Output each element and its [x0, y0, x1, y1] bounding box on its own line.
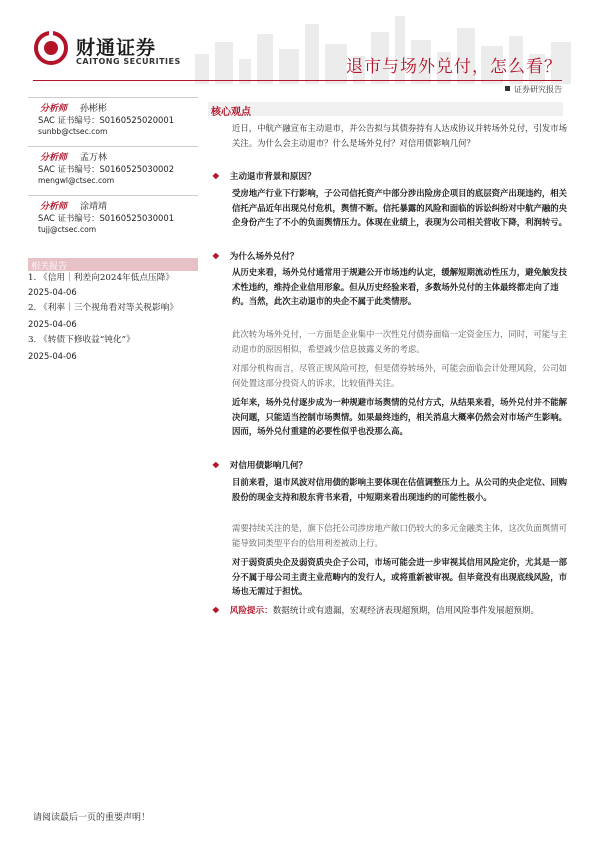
analyst-role: 分析师 [40, 104, 68, 114]
analyst-email[interactable]: tujj@ctsec.com [38, 225, 97, 234]
analyst-card [28, 97, 198, 146]
body-paragraph: 对部分机构而言，尽管正规风险可控，但是债券转场外，可能会面临会计处理风险，公司如何处置这部分投资人的诉求，比较值得关注。 [232, 363, 567, 388]
diamond-bullet-icon: ❖ [212, 252, 220, 262]
core-view-heading [208, 102, 563, 116]
related-report-date: 2025-04-06 [28, 351, 77, 361]
report-title: 退市与场外兑付，怎么看？ [346, 57, 562, 77]
section-question [212, 459, 307, 471]
related-reports-heading [28, 258, 198, 271]
diamond-bullet-icon: ❖ [212, 606, 220, 616]
caitong-logo-icon [34, 31, 68, 65]
report-type-label [505, 84, 562, 95]
body-paragraph: 近年来，场外兑付逐步成为一种规避市场舆情的兑付方式，从结果来看，场外兑付并不能解决问题，只能适当控制市场舆情。如果最终违约，相关消息大概率仍然会对市场产生影响。因而，场外兑付重建的必要性似乎也没那么高。 [232, 397, 567, 437]
analyst-sac: SAC 证书编号：S0160525030002 [38, 164, 175, 174]
section-question-text: 为什么场外兑付？ [229, 252, 299, 262]
report-type-text: 证券研究报告 [514, 85, 562, 94]
diamond-bullet-icon: ❖ [212, 461, 220, 471]
analyst-sac: SAC 证书编号：S0160525030001 [38, 213, 175, 223]
section-question [212, 250, 298, 262]
related-report-link[interactable]: 2. 《利率｜三个视角看对等关税影响》 [28, 303, 179, 313]
square-bullet-icon [505, 86, 510, 91]
section-question-text: 对信用债影响几何？ [229, 461, 308, 471]
core-view-heading-text: 核心观点 [211, 107, 251, 118]
section-question-text: 主动退市背景和原因？ [229, 172, 316, 182]
risk-warning-label: 风险提示： [229, 606, 273, 616]
analyst-card [28, 195, 198, 244]
risk-warning-text: 数据统计或有遗漏，宏观经济表现超预期，信用风险事件发展超预期。 [272, 606, 540, 616]
related-report-link[interactable]: 3. 《转债下修收益“钝化”》 [28, 335, 135, 345]
footer-disclaimer: 请阅读最后一页的重要声明！ [33, 813, 151, 823]
analyst-name: 孟万林 [80, 153, 108, 163]
intro-paragraph: 近日，中航产融宣布主动退市，并公告拟与其债券持有人达成协议并转场外兑付，引发市场关注。为什么会主动退市？什么是场外兑付？对信用债影响几何？ [232, 123, 567, 148]
body-paragraph: 对于弱资质央企及弱资质央企子公司，市场可能会进一步审视其信用风险定价，尤其是一部分不属于母公司主责主业范畴内的发行人，或将重新被审视。但毕竟没有出现底线风险，市场也无需过于担忧。 [232, 557, 567, 597]
body-paragraph: 受房地产行业下行影响，子公司信托资产中部分涉出险房企项目的底层资产出现违约，相关信托产品近年出现兑付危机，舆情不断。信托暴露的风险和面临的诉讼纠纷对中航产融的央企身份产生了不小的负面舆情压力。体现在业绩上，表现为公司相关营收下降，利润转亏。 [232, 188, 567, 228]
analyst-sac: SAC 证书编号：S0160525020001 [38, 115, 175, 125]
body-paragraph: 目前来看，退市风波对信用债的影响主要体现在估值调整压力上。从公司的央企定位、回购股份的现金支持和股东背书来看，中短期来看出现违约的可能性极小。 [232, 477, 567, 502]
related-reports-heading-text: 相关报告 [31, 262, 68, 272]
analyst-name: 孙彬彬 [80, 104, 108, 114]
related-report-date: 2025-04-06 [28, 287, 77, 297]
analyst-card [28, 146, 198, 195]
analyst-name: 涂靖靖 [80, 202, 108, 212]
analyst-role: 分析师 [40, 153, 68, 163]
analyst-list [28, 97, 198, 244]
body-paragraph: 此次转为场外兑付，一方面是企业集中一次性兑付债券面临一定资金压力，同时，可能与主动退市的原因相似，希望减少信息披露义务的考虑。 [232, 329, 567, 354]
header-divider [33, 80, 562, 81]
page-header [0, 0, 595, 95]
section-question [212, 170, 316, 182]
analyst-role: 分析师 [40, 202, 68, 212]
brand-name-en: CAITONG SECURITIES [76, 57, 181, 66]
risk-warning [212, 604, 570, 619]
diamond-bullet-icon: ❖ [212, 172, 220, 182]
related-report-link[interactable]: 1. 《信用｜利差向2024年低点压降》 [28, 273, 175, 283]
analyst-email[interactable]: sunbb@ctsec.com [38, 127, 108, 136]
brand-name-cn: 财通证券 [76, 37, 157, 59]
related-report-date: 2025-04-06 [28, 319, 77, 329]
analyst-email[interactable]: mengwl@ctsec.com [38, 176, 115, 185]
body-paragraph: 从历史来看，场外兑付通常用于规避公开市场违约认定，缓解短期流动性压力，避免触发技术性违约，维持企业信用形象。但从历史经验来看，多数场外兑付的主体最终都走向了违约。当然，此次主动退市的央企不属于此类情形。 [232, 267, 567, 307]
body-paragraph: 需要持续关注的是，旗下信托公司涉房地产敞口仍较大的多元金融类主体，这次负面舆情可能导致同类型平台的信用利差被动上行。 [232, 523, 567, 548]
